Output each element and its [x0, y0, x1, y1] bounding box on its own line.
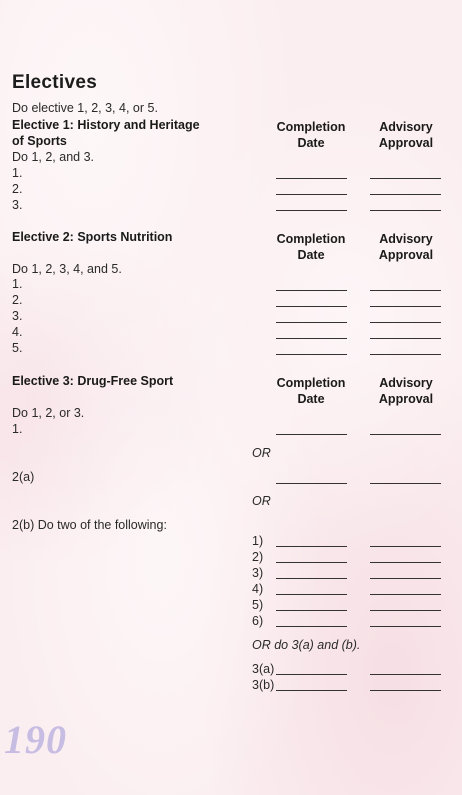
completion-date-line[interactable]: [276, 210, 347, 211]
completion-header-line1: Completion: [276, 232, 346, 246]
or-do-3-label: OR do 3(a) and (b).: [252, 638, 361, 652]
list-item: 3.: [12, 309, 23, 323]
advisory-header-line2: Approval: [378, 136, 434, 150]
completion-header-line2: Date: [297, 136, 325, 150]
completion-date-line[interactable]: [276, 562, 347, 563]
completion-date-line[interactable]: [276, 546, 347, 547]
advisory-approval-line[interactable]: [370, 546, 441, 547]
advisory-approval-line[interactable]: [370, 338, 441, 339]
sub-item: 5): [252, 598, 264, 612]
advisory-header-line2: Approval: [378, 248, 434, 262]
completion-header-line2: Date: [297, 392, 325, 406]
completion-date-line[interactable]: [276, 626, 347, 627]
advisory-approval-header: [366, 375, 446, 407]
list-item: 1.: [12, 422, 23, 436]
completion-date-line[interactable]: [276, 322, 347, 323]
advisory-approval-line[interactable]: [370, 434, 441, 435]
advisory-approval-line[interactable]: [370, 610, 441, 611]
list-item: 2(b) Do two of the following:: [12, 518, 167, 532]
advisory-approval-header: [366, 119, 446, 151]
advisory-approval-line[interactable]: [370, 178, 441, 179]
advisory-approval-line[interactable]: [370, 354, 441, 355]
or-label: OR: [252, 446, 271, 460]
advisory-approval-line[interactable]: [370, 306, 441, 307]
or-label: OR: [252, 494, 271, 508]
advisory-approval-line[interactable]: [370, 594, 441, 595]
completion-date-line[interactable]: [276, 674, 347, 675]
elective2-title: Elective 2: Sports Nutrition: [12, 230, 173, 244]
list-item: 3.: [12, 198, 23, 212]
sub-item: 4): [252, 582, 264, 596]
advisory-approval-line[interactable]: [370, 674, 441, 675]
or-label: [252, 638, 360, 652]
completion-date-line[interactable]: [276, 594, 347, 595]
advisory-approval-line[interactable]: [370, 578, 441, 579]
completion-header-line1: Completion: [276, 120, 346, 134]
list-item: 5.: [12, 341, 23, 355]
advisory-approval-line[interactable]: [370, 210, 441, 211]
elective2-instruction: Do 1, 2, 3, 4, and 5.: [12, 262, 122, 276]
sub-item: 6): [252, 614, 264, 628]
sub-item: 3): [252, 566, 264, 580]
page-number: 190: [4, 717, 67, 762]
advisory-approval-line[interactable]: [370, 626, 441, 627]
list-item: 1.: [12, 166, 23, 180]
completion-date-header: [270, 119, 352, 151]
advisory-approval-line[interactable]: [370, 483, 441, 484]
completion-header-line2: Date: [297, 248, 325, 262]
completion-date-header: [270, 375, 352, 407]
advisory-approval-line[interactable]: [370, 322, 441, 323]
completion-date-line[interactable]: [276, 306, 347, 307]
list-item: 2.: [12, 293, 23, 307]
elective1-title-line2: of Sports: [12, 134, 67, 148]
advisory-approval-line[interactable]: [370, 562, 441, 563]
advisory-approval-line[interactable]: [370, 194, 441, 195]
list-item: 2(a): [12, 470, 35, 484]
list-item: 4.: [12, 325, 23, 339]
completion-date-line[interactable]: [276, 354, 347, 355]
advisory-header-line1: Advisory: [379, 376, 433, 390]
completion-date-line[interactable]: [276, 483, 347, 484]
list-item: 2.: [12, 182, 23, 196]
elective3-title: Elective 3: Drug-Free Sport: [12, 374, 174, 388]
completion-date-line[interactable]: [276, 338, 347, 339]
sub-item: 2): [252, 550, 264, 564]
sub-item: 3(b): [252, 678, 275, 692]
advisory-approval-line[interactable]: [370, 690, 441, 691]
intro-text: Do elective 1, 2, 3, 4, or 5.: [12, 101, 158, 115]
advisory-header-line2: Approval: [378, 392, 434, 406]
elective1-title-line1: Elective 1: History and Heritage: [12, 118, 200, 132]
list-item: 1.: [12, 277, 23, 291]
sub-item: 3(a): [252, 662, 275, 676]
advisory-header-line1: Advisory: [379, 232, 433, 246]
page-title: Electives: [12, 72, 98, 93]
completion-date-line[interactable]: [276, 290, 347, 291]
completion-date-line[interactable]: [276, 610, 347, 611]
completion-date-line[interactable]: [276, 690, 347, 691]
completion-date-line[interactable]: [276, 194, 347, 195]
elective3-instruction: Do 1, 2, or 3.: [12, 406, 85, 420]
advisory-approval-line[interactable]: [370, 290, 441, 291]
completion-header-line1: Completion: [276, 376, 346, 390]
completion-date-line[interactable]: [276, 578, 347, 579]
completion-date-header: [270, 231, 352, 263]
elective1-instruction: Do 1, 2, and 3.: [12, 150, 95, 164]
advisory-approval-header: [366, 231, 446, 263]
completion-date-line[interactable]: [276, 434, 347, 435]
advisory-header-line1: Advisory: [379, 120, 433, 134]
completion-date-line[interactable]: [276, 178, 347, 179]
sub-item: 1): [252, 534, 264, 548]
